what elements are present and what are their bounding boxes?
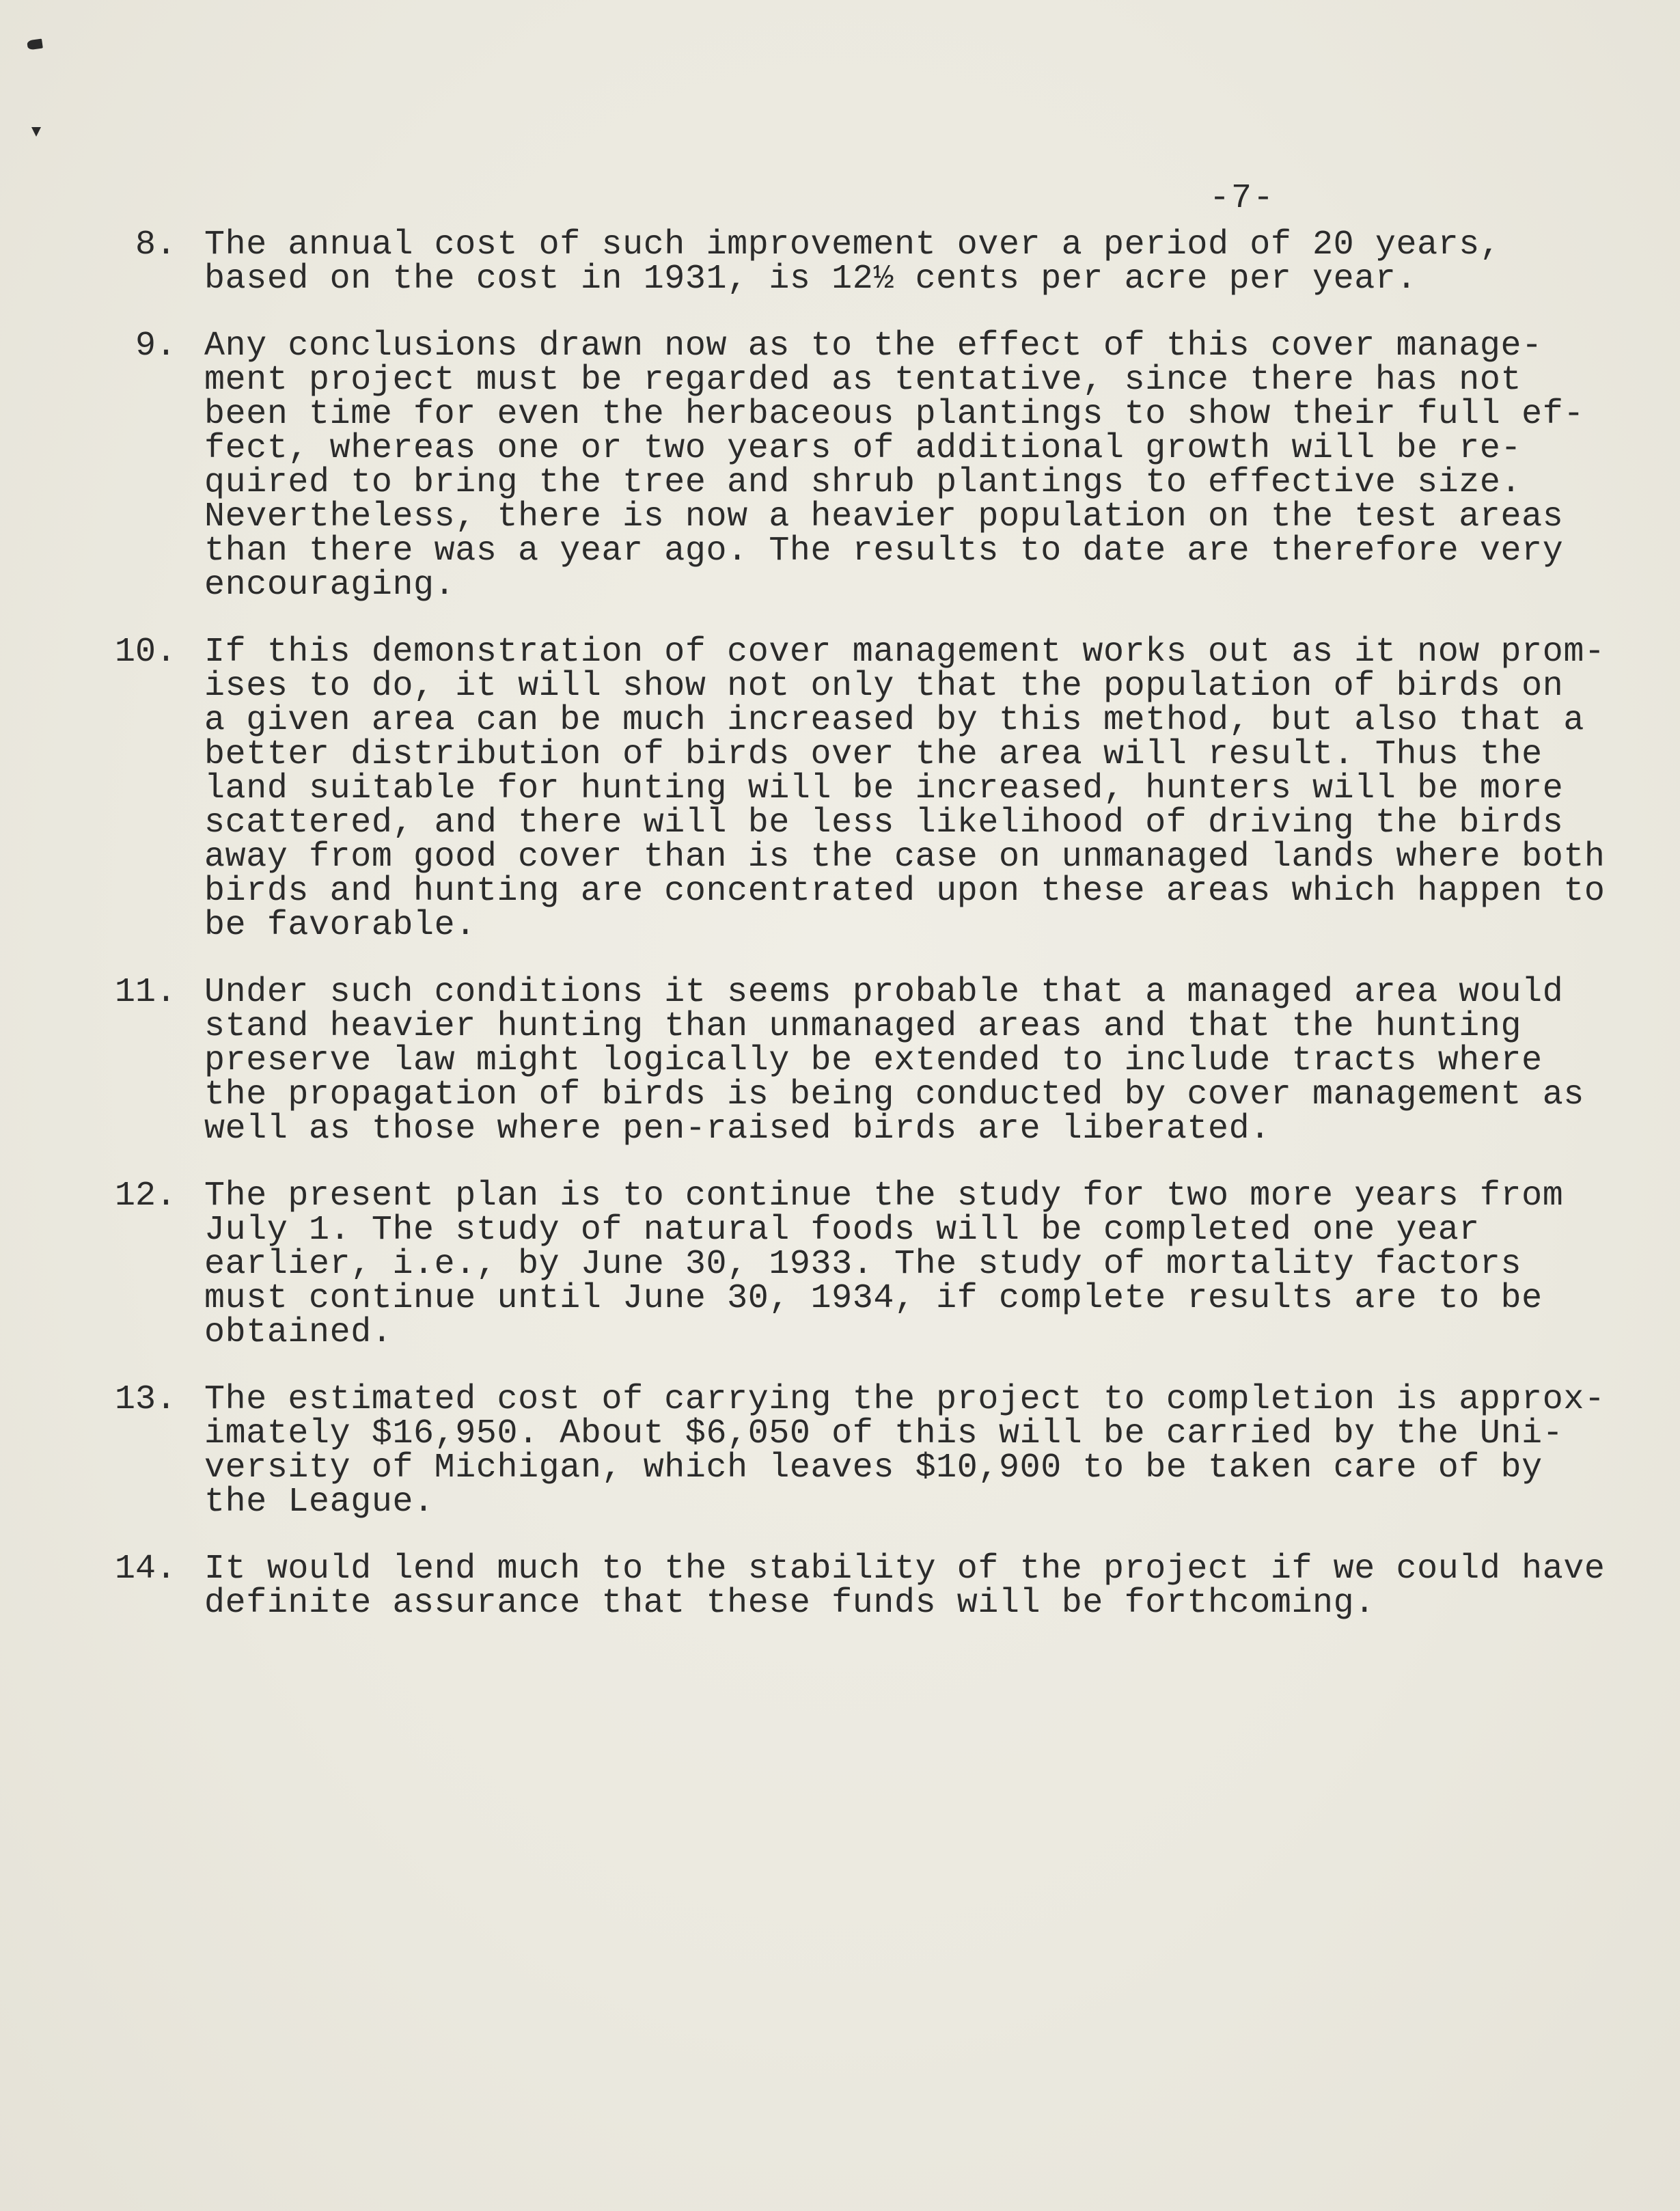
list-item <box>0 1380 1680 1522</box>
list-item <box>0 225 1680 299</box>
item-text: The present plan is to continue the study for two more years from July 1. The study of natural foods will be completed one year earlier, i.e., by June 30, 1933. The study of mortality factors must continue until June 30, 1934, if complete results are to be obtained. <box>204 1177 1564 1352</box>
item-text: The estimated cost of carrying the project to completion is approx- imately $16,950. About $6,050 of this will be carried by the Uni- versity of Michigan, which leaves $10,900 to be taken care of by the League. <box>204 1380 1606 1522</box>
item-text: It would lend much to the stability of the project if we could have definite assurance that these funds will be forthcoming. <box>204 1550 1606 1623</box>
list-item <box>0 1552 1680 1621</box>
item-number: 12. <box>114 1177 176 1216</box>
list-item <box>0 973 1680 1149</box>
item-text: Any conclusions drawn now as to the effect of this cover manage- ment project must be regarded as tentative, since there has not been time for even the herbaceous plantings to show their full ef- fect, whereas one or two years of additional growth will be re- quired to bring the tree and shrub plantings to effective size. Nevertheless, there is now a heavier population on the test areas than there was a year ago. The results to date are therefore very encouraging. <box>204 327 1584 605</box>
item-number: 11. <box>114 973 176 1012</box>
numbered-list <box>0 225 1680 1653</box>
item-number: 10. <box>114 633 176 672</box>
ink-mark <box>27 39 43 51</box>
list-item <box>0 1179 1680 1350</box>
list-item <box>0 329 1680 603</box>
ink-mark <box>31 127 41 137</box>
item-number: 14. <box>114 1550 176 1589</box>
item-text: The annual cost of such improvement over a period of 20 years, based on the cost in 1931, is 12½ cents per acre per year. <box>204 225 1501 299</box>
item-number: 9. <box>135 327 176 366</box>
item-text: If this demonstration of cover management works out as it now prom- ises to do, it will show not only that the population of birds on a given area can be much increased by this method, but also that a better distribution of birds over the area will result. Thus the land suitable for hunting will be increased, hunters will be more scattered, and there will be less likelihood of driving the birds away from good cover than is the case on unmanaged lands where both birds and hunting are concentrated upon these areas which happen to be favorable. <box>204 633 1606 945</box>
page-number: -7- <box>1209 179 1276 218</box>
list-item <box>0 635 1680 943</box>
item-text: Under such conditions it seems probable that a managed area would stand heavier hunting than unmanaged areas and that the hunting preserve law might logically be extended to include tracts where the propagation of birds is being conducted by cover management as well as those where pen-raised birds are liberated. <box>204 973 1584 1149</box>
item-number: 8. <box>135 225 176 264</box>
item-number: 13. <box>114 1380 176 1419</box>
